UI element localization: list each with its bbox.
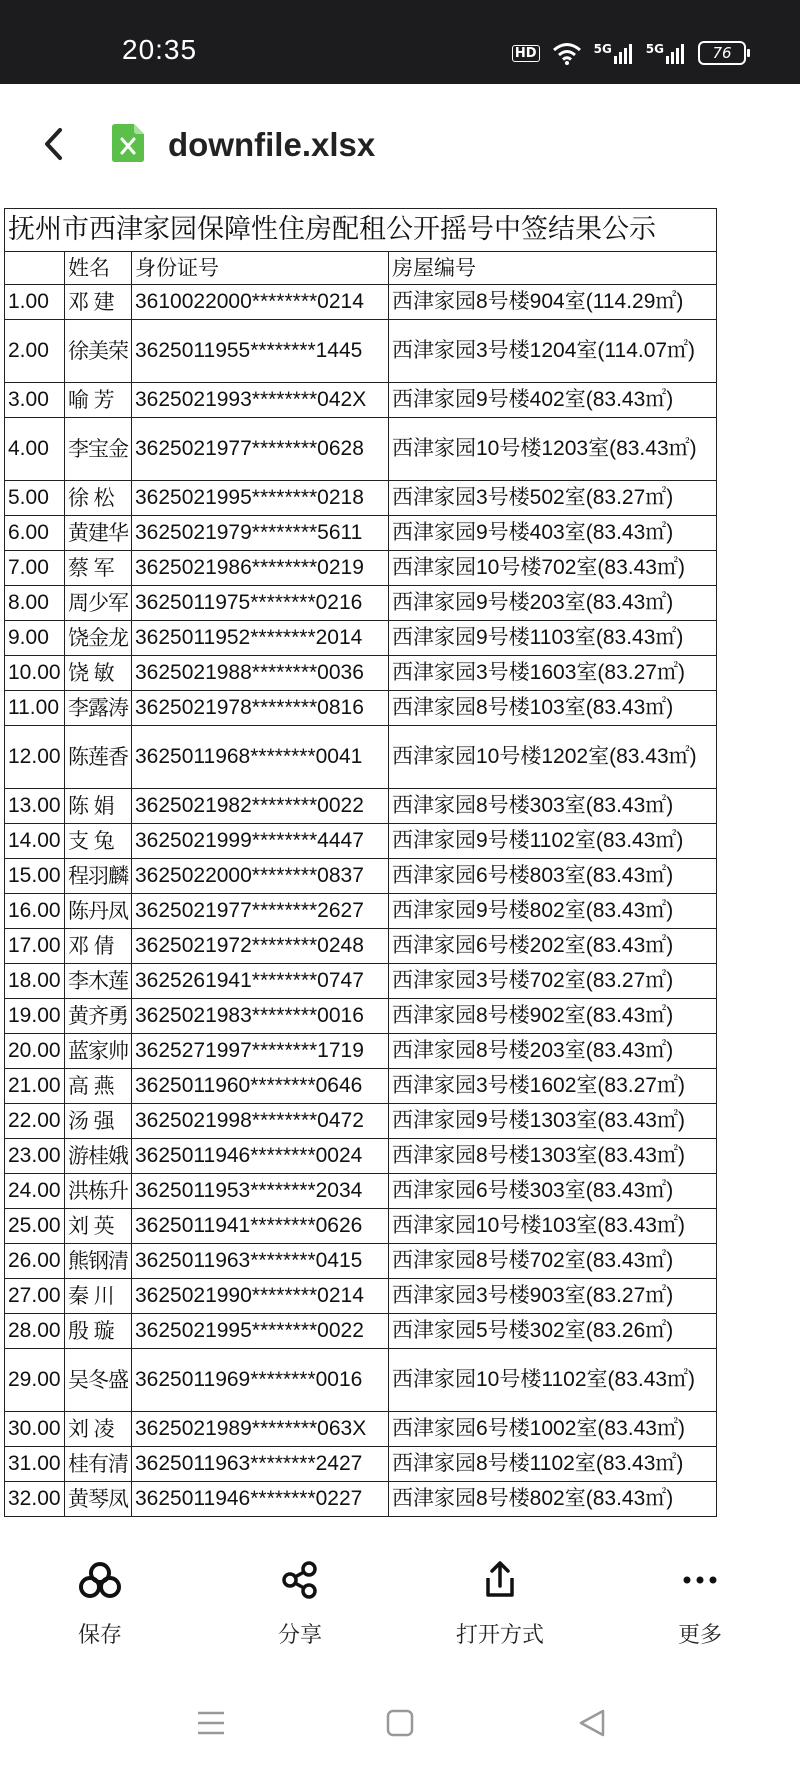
cell-index[interactable]: 21.00 (5, 1069, 65, 1104)
cell-name[interactable]: 吴冬盛 (65, 1349, 132, 1412)
column-header-name[interactable]: 姓名 (65, 252, 132, 285)
cell-id[interactable]: 3625011975********0216 (132, 586, 389, 621)
cell-name[interactable]: 陈丹凤 (65, 894, 132, 929)
open-with-label: 打开方式 (455, 1623, 544, 1648)
cell-house[interactable]: 西津家园3号楼1603室(83.27㎡) (389, 656, 717, 691)
table-row (5, 320, 717, 383)
table-row (5, 1209, 717, 1244)
cell-name[interactable]: 邓 倩 (65, 929, 132, 964)
open-with-icon (480, 1560, 520, 1600)
cell-id[interactable]: 3625011963********2427 (132, 1447, 389, 1482)
home-icon[interactable] (386, 1708, 414, 1738)
cell-name[interactable]: 熊钢清 (65, 1244, 132, 1279)
cell-house[interactable]: 西津家园9号楼403室(83.43㎡) (389, 516, 717, 551)
cell-index[interactable]: 25.00 (5, 1209, 65, 1244)
cell-name[interactable]: 李露涛 (65, 691, 132, 726)
cell-house[interactable]: 西津家园9号楼1303室(83.43㎡) (389, 1104, 717, 1139)
table-row (5, 516, 717, 551)
table-row (5, 586, 717, 621)
table-row (5, 1482, 717, 1517)
cell-index[interactable]: 19.00 (5, 999, 65, 1034)
cell-house[interactable]: 西津家园9号楼1102室(83.43㎡) (389, 824, 717, 859)
cell-house[interactable]: 西津家园3号楼702室(83.27㎡) (389, 964, 717, 999)
cell-index[interactable]: 6.00 (5, 516, 65, 551)
sheet-title-row (5, 209, 717, 252)
table-row (5, 1174, 717, 1209)
cell-house[interactable]: 西津家园10号楼1202室(83.43㎡) (389, 726, 717, 789)
table-row (5, 656, 717, 691)
cell-id[interactable]: 3625011968********0041 (132, 726, 389, 789)
battery-level: 76 (712, 44, 732, 62)
table-row (5, 383, 717, 418)
table-row (5, 1279, 717, 1314)
save-icon (78, 1560, 122, 1600)
cell-name[interactable]: 邓 建 (65, 285, 132, 320)
open-with-button[interactable] (430, 1560, 570, 1649)
table-row (5, 726, 717, 789)
system-icons (512, 40, 746, 66)
cell-id[interactable]: 3625011963********0415 (132, 1244, 389, 1279)
table-row (5, 621, 717, 656)
cell-id[interactable]: 3625021995********0218 (132, 481, 389, 516)
cell-id[interactable]: 3625021998********0472 (132, 1104, 389, 1139)
cell-id[interactable]: 3625021977********2627 (132, 894, 389, 929)
cell-house[interactable]: 西津家园3号楼1204室(114.07㎡) (389, 320, 717, 383)
cell-index[interactable]: 20.00 (5, 1034, 65, 1069)
cell-house[interactable]: 西津家园8号楼303室(83.43㎡) (389, 789, 717, 824)
header-row (5, 252, 717, 285)
cell-id[interactable]: 3625021979********5611 (132, 516, 389, 551)
more-label: 更多 (677, 1623, 722, 1648)
cell-name[interactable]: 蓝家帅 (65, 1034, 132, 1069)
excel-file-icon (112, 124, 144, 162)
cell-id[interactable]: 3625022000********0837 (132, 859, 389, 894)
cell-index[interactable]: 10.00 (5, 656, 65, 691)
cell-index[interactable]: 23.00 (5, 1139, 65, 1174)
table-row (5, 1069, 717, 1104)
cell-index[interactable]: 27.00 (5, 1279, 65, 1314)
column-header-house[interactable]: 房屋编号 (389, 252, 717, 285)
cell-name[interactable]: 黄琴凤 (65, 1482, 132, 1517)
back-nav-icon[interactable] (578, 1708, 606, 1738)
table-row (5, 1034, 717, 1069)
bottom-toolbar (0, 1530, 800, 1680)
cell-index[interactable]: 22.00 (5, 1104, 65, 1139)
cell-name[interactable]: 饶金龙 (65, 621, 132, 656)
cell-name[interactable]: 程羽麟 (65, 859, 132, 894)
cell-house[interactable]: 西津家园6号楼303室(83.43㎡) (389, 1174, 717, 1209)
cell-id[interactable]: 3625011952********2014 (132, 621, 389, 656)
table-row (5, 999, 717, 1034)
cell-id[interactable]: 3625011960********0646 (132, 1069, 389, 1104)
cell-id[interactable]: 3625011953********2034 (132, 1174, 389, 1209)
cell-name[interactable]: 陈 娟 (65, 789, 132, 824)
cell-index[interactable]: 2.00 (5, 320, 65, 383)
cell-name[interactable]: 桂有清 (65, 1447, 132, 1482)
cell-id[interactable]: 3625021988********0036 (132, 656, 389, 691)
cell-id[interactable]: 3625021977********0628 (132, 418, 389, 481)
cell-index[interactable]: 26.00 (5, 1244, 65, 1279)
cell-id[interactable]: 3625021986********0219 (132, 551, 389, 586)
cell-index[interactable]: 17.00 (5, 929, 65, 964)
share-button[interactable] (230, 1560, 370, 1649)
table-row (5, 1244, 717, 1279)
cell-index[interactable]: 24.00 (5, 1174, 65, 1209)
system-nav-bar (0, 1680, 800, 1778)
table-row (5, 1349, 717, 1412)
cell-name[interactable]: 汤 强 (65, 1104, 132, 1139)
table-row (5, 1447, 717, 1482)
cell-id[interactable]: 3625021982********0022 (132, 789, 389, 824)
cell-name[interactable]: 陈莲香 (65, 726, 132, 789)
cell-index[interactable]: 11.00 (5, 691, 65, 726)
table-row (5, 285, 717, 320)
cell-index[interactable]: 5.00 (5, 481, 65, 516)
cell-id[interactable]: 3625011969********0016 (132, 1349, 389, 1412)
cell-id[interactable]: 3625021995********0022 (132, 1314, 389, 1349)
cell-house[interactable]: 西津家园8号楼902室(83.43㎡) (389, 999, 717, 1034)
table-row (5, 481, 717, 516)
cell-name[interactable]: 黄建华 (65, 516, 132, 551)
cell-index[interactable]: 1.00 (5, 285, 65, 320)
cell-name[interactable]: 秦 川 (65, 1279, 132, 1314)
chevron-left-icon[interactable] (38, 124, 68, 164)
cell-index[interactable]: 7.00 (5, 551, 65, 586)
cell-name[interactable]: 刘 英 (65, 1209, 132, 1244)
cell-id[interactable]: 3625011946********0227 (132, 1482, 389, 1517)
save-label: 保存 (77, 1623, 122, 1648)
cell-id[interactable]: 3625021972********0248 (132, 929, 389, 964)
cell-index[interactable]: 16.00 (5, 894, 65, 929)
cell-id[interactable]: 3625011941********0626 (132, 1209, 389, 1244)
file-title: downfile.xlsx (168, 126, 376, 163)
cell-name[interactable]: 喻 芳 (65, 383, 132, 418)
column-header-index[interactable] (5, 252, 65, 285)
cell-name[interactable]: 支 兔 (65, 824, 132, 859)
cell-house[interactable]: 西津家园6号楼1002室(83.43㎡) (389, 1412, 717, 1447)
cell-name[interactable]: 黄齐勇 (65, 999, 132, 1034)
cell-index[interactable]: 12.00 (5, 726, 65, 789)
cell-id[interactable]: 3625021983********0016 (132, 999, 389, 1034)
cell-house[interactable]: 西津家园8号楼1303室(83.43㎡) (389, 1139, 717, 1174)
cell-id[interactable]: 3625021989********063X (132, 1412, 389, 1447)
table-row (5, 1412, 717, 1447)
cell-house[interactable]: 西津家园10号楼1203室(83.43㎡) (389, 418, 717, 481)
cell-name[interactable]: 高 燕 (65, 1069, 132, 1104)
cell-house[interactable]: 西津家园3号楼903室(83.27㎡) (389, 1279, 717, 1314)
cell-id[interactable]: 3625011955********1445 (132, 320, 389, 383)
cell-house[interactable]: 西津家园9号楼402室(83.43㎡) (389, 383, 717, 418)
cell-index[interactable]: 13.00 (5, 789, 65, 824)
table-row (5, 1104, 717, 1139)
table-row (5, 1139, 717, 1174)
cell-id[interactable]: 3625021993********042X (132, 383, 389, 418)
more-icon (680, 1560, 720, 1600)
cell-name[interactable]: 游桂娥 (65, 1139, 132, 1174)
cell-index[interactable]: 3.00 (5, 383, 65, 418)
signal-5g-icon-2: 5G (646, 42, 686, 64)
cell-index[interactable]: 18.00 (5, 964, 65, 999)
cell-index[interactable]: 15.00 (5, 859, 65, 894)
cell-index[interactable]: 4.00 (5, 418, 65, 481)
cell-house[interactable]: 西津家园8号楼103室(83.43㎡) (389, 691, 717, 726)
cell-id[interactable]: 3625021999********4447 (132, 824, 389, 859)
cell-name[interactable]: 李宝金 (65, 418, 132, 481)
cell-house[interactable]: 西津家园10号楼1102室(83.43㎡) (389, 1349, 717, 1412)
table-row (5, 418, 717, 481)
table-row (5, 789, 717, 824)
more-button[interactable] (630, 1560, 770, 1649)
table-row (5, 929, 717, 964)
column-header-id[interactable]: 身份证号 (132, 252, 389, 285)
cell-name[interactable]: 徐 松 (65, 481, 132, 516)
cell-name[interactable]: 周少军 (65, 586, 132, 621)
cell-name[interactable]: 蔡 军 (65, 551, 132, 586)
cell-house[interactable]: 西津家园3号楼502室(83.27㎡) (389, 481, 717, 516)
cell-id[interactable]: 3610022000********0214 (132, 285, 389, 320)
cell-house[interactable]: 西津家园10号楼103室(83.43㎡) (389, 1209, 717, 1244)
cell-index[interactable]: 8.00 (5, 586, 65, 621)
share-icon (280, 1560, 320, 1600)
cell-id[interactable]: 3625271997********1719 (132, 1034, 389, 1069)
cell-house[interactable]: 西津家园8号楼203室(83.43㎡) (389, 1034, 717, 1069)
cell-id[interactable]: 3625021990********0214 (132, 1279, 389, 1314)
cell-house[interactable]: 西津家园9号楼802室(83.43㎡) (389, 894, 717, 929)
table-row (5, 964, 717, 999)
cell-house[interactable]: 西津家园5号楼302室(83.26㎡) (389, 1314, 717, 1349)
cell-index[interactable]: 9.00 (5, 621, 65, 656)
cell-index[interactable]: 28.00 (5, 1314, 65, 1349)
cell-house[interactable]: 西津家园9号楼1103室(83.43㎡) (389, 621, 717, 656)
app-bar (0, 84, 800, 208)
cell-house[interactable]: 西津家园8号楼702室(83.43㎡) (389, 1244, 717, 1279)
cell-name[interactable]: 刘 凌 (65, 1412, 132, 1447)
cell-house[interactable]: 西津家园8号楼802室(83.43㎡) (389, 1482, 717, 1517)
status-bar (0, 0, 800, 84)
cell-index[interactable]: 29.00 (5, 1349, 65, 1412)
cell-house[interactable]: 西津家园3号楼1602室(83.27㎡) (389, 1069, 717, 1104)
cell-id[interactable]: 3625261941********0747 (132, 964, 389, 999)
wifi-icon (552, 41, 582, 65)
cell-name[interactable]: 徐美荣 (65, 320, 132, 383)
cell-index[interactable]: 31.00 (5, 1447, 65, 1482)
cell-index[interactable]: 30.00 (5, 1412, 65, 1447)
clock: 20:35 (122, 34, 198, 65)
cell-house[interactable]: 西津家园10号楼702室(83.43㎡) (389, 551, 717, 586)
table-row (5, 691, 717, 726)
hd-voice-icon: HD (512, 45, 540, 62)
cell-id[interactable]: 3625021978********0816 (132, 691, 389, 726)
data-table (4, 208, 717, 1517)
table-row (5, 859, 717, 894)
battery-icon (698, 41, 746, 65)
table-row (5, 1314, 717, 1349)
table-row (5, 551, 717, 586)
cell-house[interactable]: 西津家园9号楼203室(83.43㎡) (389, 586, 717, 621)
cell-id[interactable]: 3625011946********0024 (132, 1139, 389, 1174)
cell-index[interactable]: 14.00 (5, 824, 65, 859)
menu-icon[interactable] (196, 1708, 226, 1738)
sheet-title[interactable]: 抚州市西津家园保障性住房配租公开摇号中签结果公示 (5, 209, 717, 252)
spreadsheet-view[interactable] (0, 208, 800, 1530)
save-button[interactable] (30, 1560, 170, 1649)
cell-house[interactable]: 西津家园6号楼803室(83.43㎡) (389, 859, 717, 894)
cell-index[interactable]: 32.00 (5, 1482, 65, 1517)
cell-name[interactable]: 殷 璇 (65, 1314, 132, 1349)
table-row (5, 824, 717, 859)
cell-house[interactable]: 西津家园6号楼202室(83.43㎡) (389, 929, 717, 964)
table-row (5, 894, 717, 929)
cell-name[interactable]: 洪栋升 (65, 1174, 132, 1209)
signal-5g-icon: 5G (594, 42, 634, 64)
cell-house[interactable]: 西津家园8号楼1102室(83.43㎡) (389, 1447, 717, 1482)
cell-house[interactable]: 西津家园8号楼904室(114.29㎡) (389, 285, 717, 320)
cell-name[interactable]: 饶 敏 (65, 656, 132, 691)
cell-name[interactable]: 李木莲 (65, 964, 132, 999)
share-label: 分享 (277, 1623, 322, 1648)
